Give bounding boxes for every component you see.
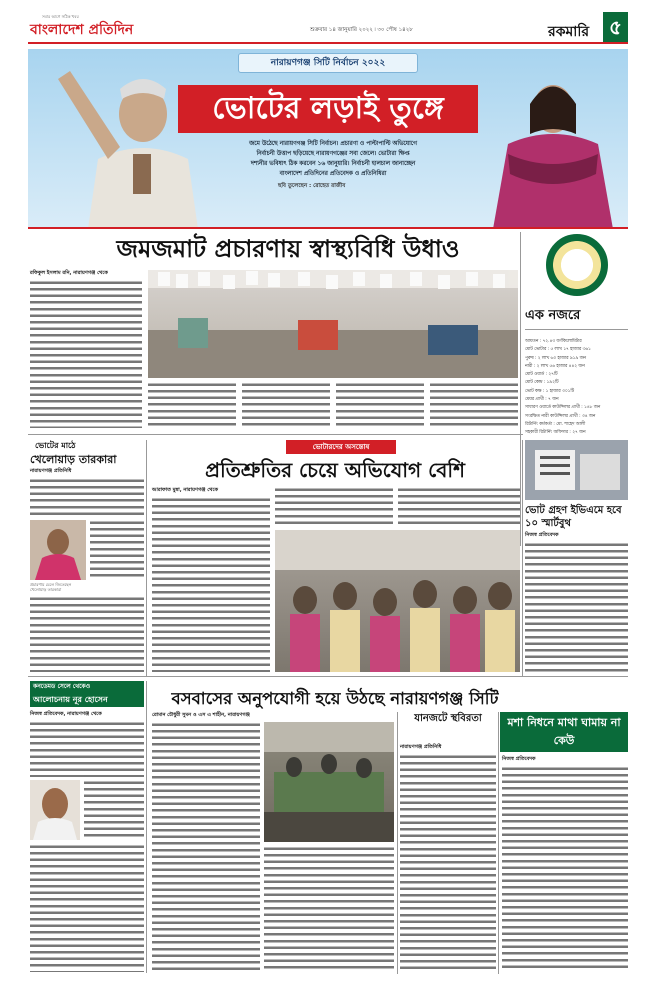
section-name: রকমারি bbox=[548, 24, 590, 40]
glance-line: ভোট কক্ষ : ১ হাজার ৩০১টি bbox=[525, 388, 574, 394]
article-text bbox=[275, 487, 393, 527]
mosquito-box bbox=[500, 712, 628, 752]
complaints-photo bbox=[275, 530, 520, 672]
article-text bbox=[30, 596, 144, 672]
glance-line: মেয়র প্রার্থী : ৭ জন bbox=[525, 397, 559, 403]
glance-line: আয়তন : ৭২.৪৩ বর্গকিলোমিটার bbox=[525, 339, 582, 344]
article-text bbox=[90, 520, 144, 580]
article-text bbox=[152, 722, 260, 972]
glance-line: মোট কেন্দ্র : ১৯২টি bbox=[525, 380, 559, 386]
stars-label: ভোটের মাঠে bbox=[35, 441, 76, 450]
banner bbox=[28, 49, 628, 229]
banner-intro-line: জমে উঠেছে নারায়ণগঞ্জ সিটি নির্বাচন। প্রচারণা ও পাল্টাপাল্টি অভিযোগে bbox=[249, 141, 417, 147]
evm-byline: নিজস্ব প্রতিবেদক bbox=[525, 532, 559, 538]
masthead bbox=[28, 10, 628, 44]
candidate-photo-right bbox=[478, 64, 623, 229]
glance-line: রিটার্নিং কর্মকর্তা : মো. শাহেদ আলী bbox=[525, 421, 586, 427]
article-text bbox=[30, 721, 144, 777]
column-rule bbox=[522, 440, 523, 676]
article-text bbox=[430, 382, 518, 428]
glance-line: মোট ওয়ার্ড : ২৭টি bbox=[525, 372, 558, 378]
column-rule bbox=[498, 712, 499, 974]
glance-title: এক নজরে bbox=[525, 306, 628, 330]
glance-line: সহকারী রিটার্নিং অফিসার : ২৭ জন bbox=[525, 430, 586, 436]
logo-text: বাংলাদেশ প্রতিদিন bbox=[30, 22, 134, 38]
article-text bbox=[148, 382, 236, 428]
traffic-headline: যানজটে স্থবিরতা bbox=[414, 713, 482, 724]
article-text bbox=[525, 542, 628, 672]
glance-line: সাধারণ ওয়ার্ডে কাউন্সিলর প্রার্থী : ১৪৮ জন bbox=[525, 405, 601, 411]
banner-intro bbox=[203, 139, 463, 179]
nur-photo bbox=[30, 780, 80, 840]
traffic-byline: নারায়ণগঞ্জ প্রতিনিধি bbox=[400, 744, 442, 750]
evm-headline: ভোট গ্রহণ ইভিএমে হবে ১০ স্মার্টবুথ bbox=[525, 505, 622, 529]
column-rule bbox=[146, 681, 147, 973]
complaints-kicker: ভোটারদের অসন্তোষ bbox=[286, 440, 396, 454]
city-corporation-logo bbox=[546, 234, 608, 296]
bottom-photo bbox=[264, 722, 394, 842]
section-divider bbox=[28, 434, 523, 435]
mosquito-headline: মশা নিধনে মাথা ঘামায় না কেউ bbox=[507, 716, 621, 747]
glance-line: মোট ভোটার : ৫ লাখ ১৭ হাজার ৩৬১ bbox=[525, 347, 591, 353]
article-text bbox=[30, 280, 142, 428]
logo bbox=[30, 14, 150, 40]
glance-line: পুরুষ : ২ লাখ ৬০ হাজার ৯১৯ জন bbox=[525, 355, 586, 361]
nur-kicker: কনডেমড সেলে থেকেও bbox=[30, 681, 144, 693]
bottom-headline: বসবাসের অনুপযোগী হয়ে উঠছে নারায়ণগঞ্জ সিটি bbox=[171, 689, 499, 708]
photo-credit: ছবি তুলেছেন : রোহেত রাজীব bbox=[278, 183, 346, 189]
banner-kicker: নারায়ণগঞ্জ সিটি নির্বাচন ২০২২ bbox=[238, 53, 418, 73]
date-line: শুক্রবার ১৪ জানুয়ারি ২০২২ ৷ ৩০ পৌষ ১৪২৮ bbox=[310, 27, 413, 33]
complaints-headline: প্রতিশ্রুতির চেয়ে অভিযোগ বেশি bbox=[205, 458, 465, 482]
stars-caption: প্রচারণায় চেলে জিতেছেন খেলোয়াড় তারকারা bbox=[30, 582, 72, 592]
article-text bbox=[84, 780, 144, 840]
article-text bbox=[30, 844, 144, 972]
column-rule bbox=[397, 712, 398, 974]
lead-photo bbox=[148, 270, 518, 378]
glance-line: নারী : ২ লাখ ৫৬ হাজার ৪৪২ জন bbox=[525, 363, 585, 369]
nur-byline: নিজস্ব প্রতিবেদক, নারায়ণগঞ্জ থেকে bbox=[30, 711, 102, 717]
glance-line: সংরক্ষিত নারী কাউন্সিলর প্রার্থী : ৩৪ জন bbox=[525, 413, 596, 419]
lead-headline: জমজমাট প্রচারণায় স্বাস্থ্যবিধি উধাও bbox=[116, 235, 460, 263]
banner-intro-line: নির্বাচনী উত্তাপ ছড়িয়েছে নারায়ণগঞ্জের সবা জেলে। ভোটারা ক্ষিপ্ত bbox=[256, 151, 410, 157]
article-text bbox=[152, 497, 270, 672]
section-divider bbox=[28, 676, 628, 677]
article-text bbox=[400, 754, 496, 972]
glance-list bbox=[525, 338, 628, 438]
article-text bbox=[30, 478, 144, 516]
article-text bbox=[398, 487, 520, 527]
article-text bbox=[264, 846, 394, 972]
banner-title: ভোটের লড়াই তুঙ্গে bbox=[178, 85, 478, 133]
nur-headline: আলোচনায় নূর হোসেন bbox=[30, 693, 144, 707]
stars-byline: নারায়ণগঞ্জ প্রতিনিধি bbox=[30, 468, 72, 474]
stars-photo bbox=[30, 520, 86, 580]
article-text bbox=[242, 382, 330, 428]
banner-intro-line: বাংলাদেশ প্রতিদিনের প্রতিবেদক ও প্রতিনিধিরা bbox=[279, 171, 387, 177]
column-rule bbox=[146, 440, 147, 676]
page-number: ৫ bbox=[603, 12, 628, 42]
article-text bbox=[336, 382, 424, 428]
bottom-byline: রোমান চৌধুরী সুমন ও এস এ শাহীন, নারায়ণগঞ্জ bbox=[152, 712, 250, 718]
column-rule bbox=[520, 232, 521, 546]
stars-headline: খেলোয়াড় তারকারা bbox=[30, 453, 117, 466]
lead-byline: রফিকুল ইসলাম রনি, নারায়ণগঞ্জ থেকে bbox=[30, 270, 108, 276]
banner-intro-line: দশ্যনীর ভবিষ্যৎ ঠিক করবেন ১৬ জানুয়ারি। নির্বাচনী হালচাল জানাচ্ছেন bbox=[250, 161, 416, 167]
mosquito-byline: নিজস্ব প্রতিবেদক bbox=[502, 756, 536, 762]
logo-tagline: সবার আগে সঠিক খবর bbox=[42, 14, 79, 19]
article-text bbox=[502, 766, 628, 972]
evm-photo bbox=[525, 440, 628, 500]
complaints-byline: আরাফাত মুন্না, নারায়ণগঞ্জ থেকে bbox=[152, 487, 219, 493]
